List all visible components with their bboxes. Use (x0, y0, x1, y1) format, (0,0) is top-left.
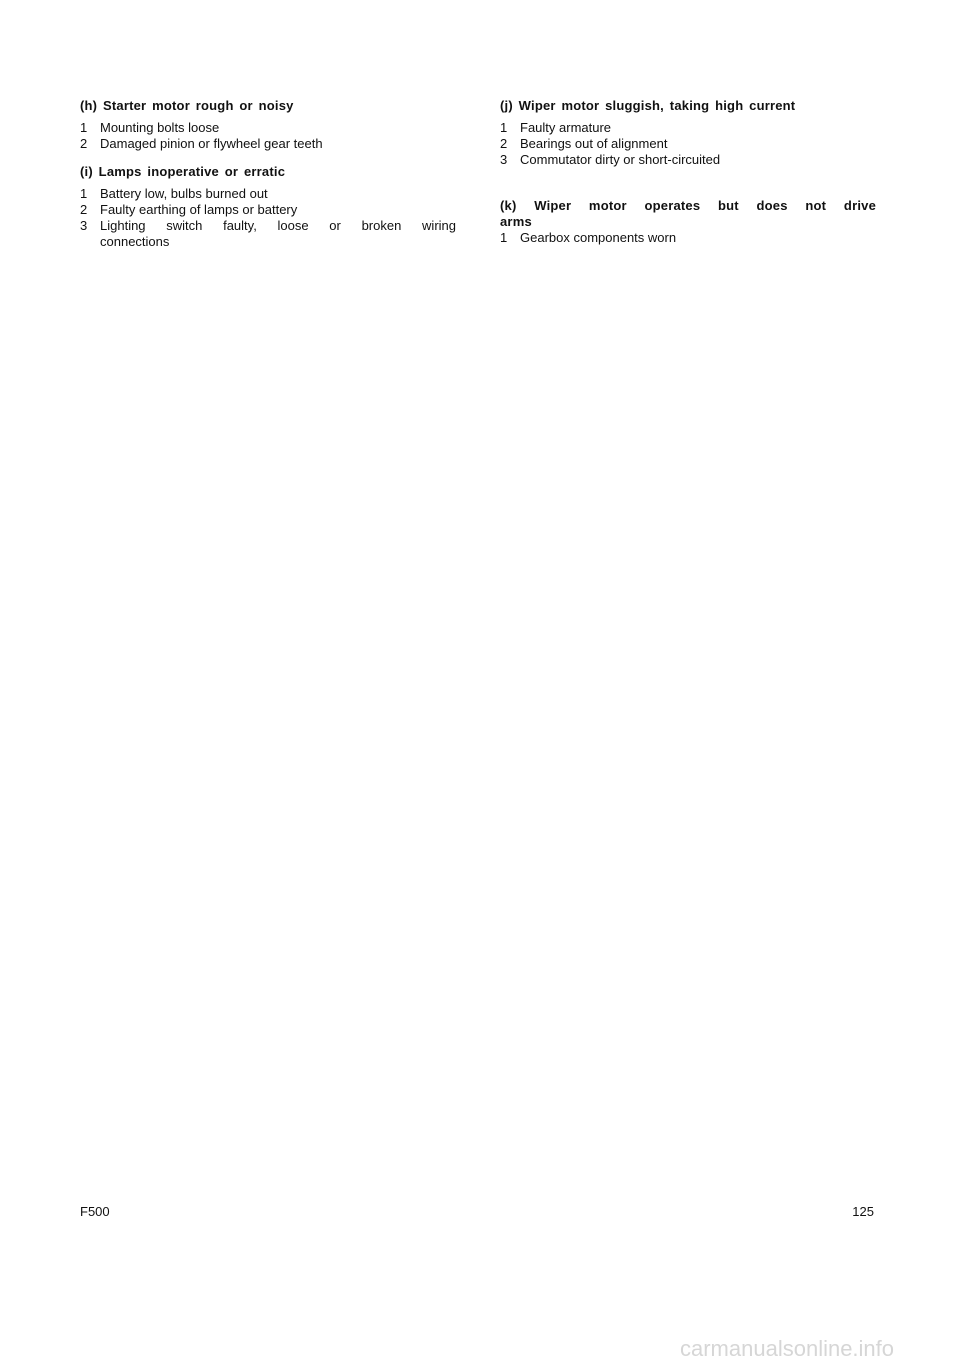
list-item (80, 218, 456, 250)
item-number: 2 (80, 202, 88, 217)
item-number: 2 (500, 136, 508, 151)
list-item (80, 136, 456, 152)
section-i (80, 164, 456, 250)
footer-model: F500 (80, 1204, 110, 1219)
item-text: Battery low, bulbs burned out (100, 186, 268, 201)
item-number: 3 (500, 152, 508, 167)
page-number: 125 (852, 1204, 874, 1219)
right-column (500, 98, 876, 246)
section-j (500, 98, 876, 168)
item-text-line2: connections (100, 234, 170, 249)
section-k-heading-line1: (k) Wiper motor operates but does not drive (500, 198, 876, 213)
section-k (500, 198, 876, 246)
section-k-heading (500, 198, 876, 230)
list-item (500, 120, 876, 136)
item-text: Faulty earthing of lamps or battery (100, 202, 298, 217)
list-item (80, 120, 456, 136)
list-item (80, 202, 456, 218)
item-number: 2 (80, 136, 88, 151)
list-item (500, 152, 876, 168)
section-k-heading-line2: arms (500, 214, 532, 229)
list-item (500, 230, 876, 246)
list-item (500, 136, 876, 152)
item-text-line1: Lighting switch faulty, loose or broken wiring (100, 218, 456, 233)
item-number: 1 (500, 230, 508, 245)
item-text: Bearings out of alignment (520, 136, 668, 151)
item-number: 3 (80, 218, 88, 233)
item-number: 1 (500, 120, 508, 135)
watermark: carmanualsonline.info (680, 1336, 895, 1361)
section-h (80, 98, 456, 152)
section-h-heading: (h) Starter motor rough or noisy (80, 98, 294, 113)
item-text: Faulty armature (520, 120, 612, 135)
item-text: Gearbox components worn (520, 230, 677, 245)
item-number: 1 (80, 120, 88, 135)
item-text: Mounting bolts loose (100, 120, 220, 135)
list-item (80, 186, 456, 202)
item-text: Damaged pinion or flywheel gear teeth (100, 136, 323, 151)
item-text: Commutator dirty or short-circuited (520, 152, 721, 167)
section-i-heading: (i) Lamps inoperative or erratic (80, 164, 286, 179)
section-j-heading: (j) Wiper motor sluggish, taking high current (500, 98, 796, 113)
item-text-multiline (100, 218, 456, 250)
left-column (80, 98, 456, 250)
item-number: 1 (80, 186, 88, 201)
